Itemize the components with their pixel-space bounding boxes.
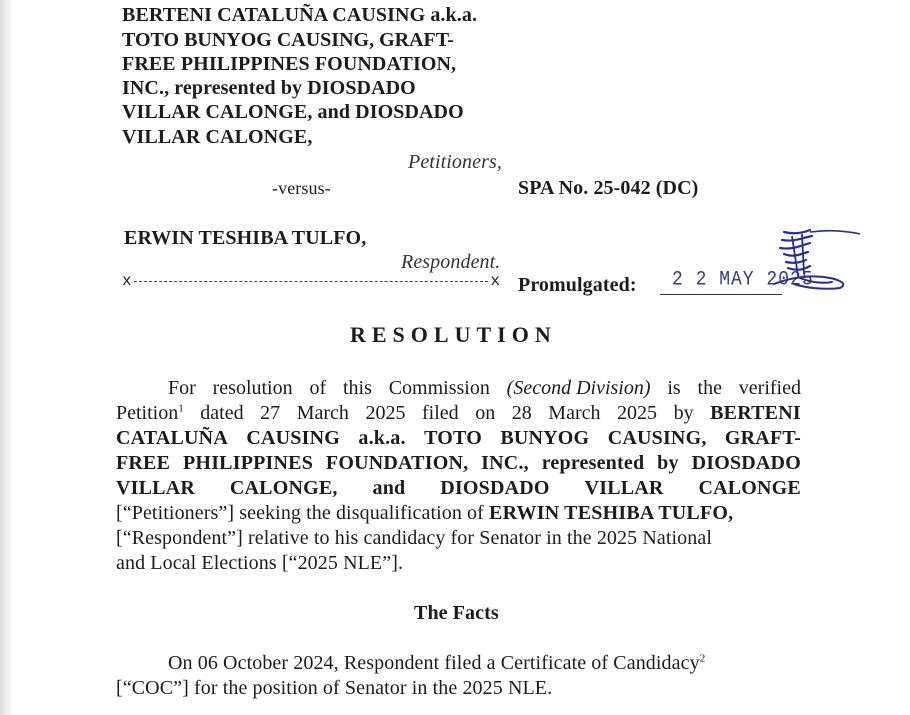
para1-w: CAUSING, <box>607 427 707 449</box>
para1-w: and <box>372 477 406 499</box>
para1-line-2 <box>116 401 801 425</box>
para1-w: by <box>657 452 679 474</box>
respondent-label: Respondent. <box>401 251 501 273</box>
para1-w: dated <box>200 402 244 424</box>
signature-initials-icon <box>770 228 865 298</box>
para1-w: this <box>342 377 372 399</box>
para1-line-3 <box>116 426 801 450</box>
para1-w: CALONGE <box>698 477 801 499</box>
para1-line-1 <box>168 376 801 400</box>
para1-w: DIOSDADO <box>691 452 801 474</box>
para1-l6-text: [“Petitioners”] seeking the disqualification of <box>116 502 490 524</box>
caption-divider <box>122 272 500 290</box>
para1-w: For <box>168 377 196 399</box>
facts-heading: The Facts <box>414 602 499 624</box>
respondent-name: ERWIN TESHIBA TULFO, <box>124 227 367 249</box>
promulgated-date-stamp: 2 2 MAY 2025 <box>672 268 814 292</box>
para1-line-4 <box>116 451 801 475</box>
para1-w: VILLAR <box>584 477 664 499</box>
para1-line-7: [“Respondent”] relative to his candidacy for Senator in the 2025 National <box>116 527 713 549</box>
versus-label: -versus- <box>272 178 331 198</box>
para1-w: TOTO <box>424 427 482 449</box>
para1-w: a.k.a. <box>358 427 406 449</box>
para1-w: BUNYOG <box>500 427 590 449</box>
para1-w: March <box>548 402 601 424</box>
petitioner-line-4: INC., represented by DIOSDADO <box>122 77 416 99</box>
para1-w: CALONGE, <box>229 477 338 499</box>
petitioner-line-6: VILLAR CALONGE, <box>122 126 313 148</box>
document-title: RESOLUTION <box>350 322 557 347</box>
para1-w: DIOSDADO <box>440 477 550 499</box>
para1-line-8: and Local Elections [“2025 NLE”]. <box>116 552 404 574</box>
para1-w: 2025 <box>617 402 658 424</box>
para1-w: VILLAR <box>116 477 195 499</box>
para1-w: represented <box>541 452 645 474</box>
petitioner-line-3: FREE PHILIPPINES FOUNDATION, <box>122 53 457 75</box>
petitioner-line-1: BERTENI CATALUÑA CAUSING a.k.a. <box>122 4 478 26</box>
para1-w: PHILIPPINES <box>183 452 314 474</box>
footnote-ref-2[interactable]: 2 <box>699 652 706 665</box>
petitioner-line-2-text: TOTO BUNYOG CAUSING, GRAFT- <box>122 29 454 51</box>
petitioners-label: Petitioners, <box>408 151 502 173</box>
para1-l6-respondent: ERWIN TESHIBA TULFO, <box>489 502 734 524</box>
page-edge-shadow <box>0 0 14 715</box>
para1-line-5 <box>116 476 801 500</box>
para1-w: filed <box>421 402 459 424</box>
para1-w: resolution <box>212 377 293 399</box>
para1-w-petition-text: Petition <box>116 402 179 424</box>
para1-w: by <box>673 402 694 424</box>
promulgated-label: Promulgated: <box>518 274 637 296</box>
para2-l1-text: On 06 October 2024, Respondent filed a Certificate of Candidacy <box>168 652 700 674</box>
promulgated-underline <box>660 294 782 295</box>
petitioner-line-2 <box>122 28 500 52</box>
para1-w: on <box>475 402 496 424</box>
petitioner-line-5: VILLAR CALONGE, and DIOSDADO <box>122 101 464 123</box>
para2-line-2: [“COC”] for the position of Senator in the 2025 NLE. <box>116 677 553 699</box>
para1-w: FOUNDATION, <box>325 452 469 474</box>
divider-x-right: x <box>490 272 500 290</box>
para1-w: CAUSING <box>246 427 340 449</box>
divider-dashes <box>134 281 489 282</box>
para1-w: 2025 <box>365 402 406 424</box>
para1-w: Commission <box>388 377 490 399</box>
para1-line-6 <box>116 501 801 525</box>
para1-w-division: (Second Division) <box>506 377 651 399</box>
para1-w: verified <box>738 377 801 399</box>
para1-w: March <box>296 402 349 424</box>
para1-w: GRAFT- <box>724 427 801 449</box>
para1-w: INC., <box>481 452 529 474</box>
para1-w: BERTENI <box>710 402 801 424</box>
para1-w: 27 <box>260 402 281 424</box>
para1-w: FREE <box>116 452 171 474</box>
para1-w: is <box>667 377 681 399</box>
para1-w: the <box>697 377 722 399</box>
para1-w: CATALUÑA <box>116 427 228 449</box>
footnote-ref-1[interactable]: 1 <box>178 402 184 415</box>
para1-w: 28 <box>511 402 532 424</box>
para1-w: of <box>309 377 327 399</box>
para1-w-petition <box>116 401 184 425</box>
case-number: SPA No. 25-042 (DC) <box>518 177 699 199</box>
divider-x-left: x <box>122 272 132 290</box>
para2-line-1 <box>168 651 853 675</box>
